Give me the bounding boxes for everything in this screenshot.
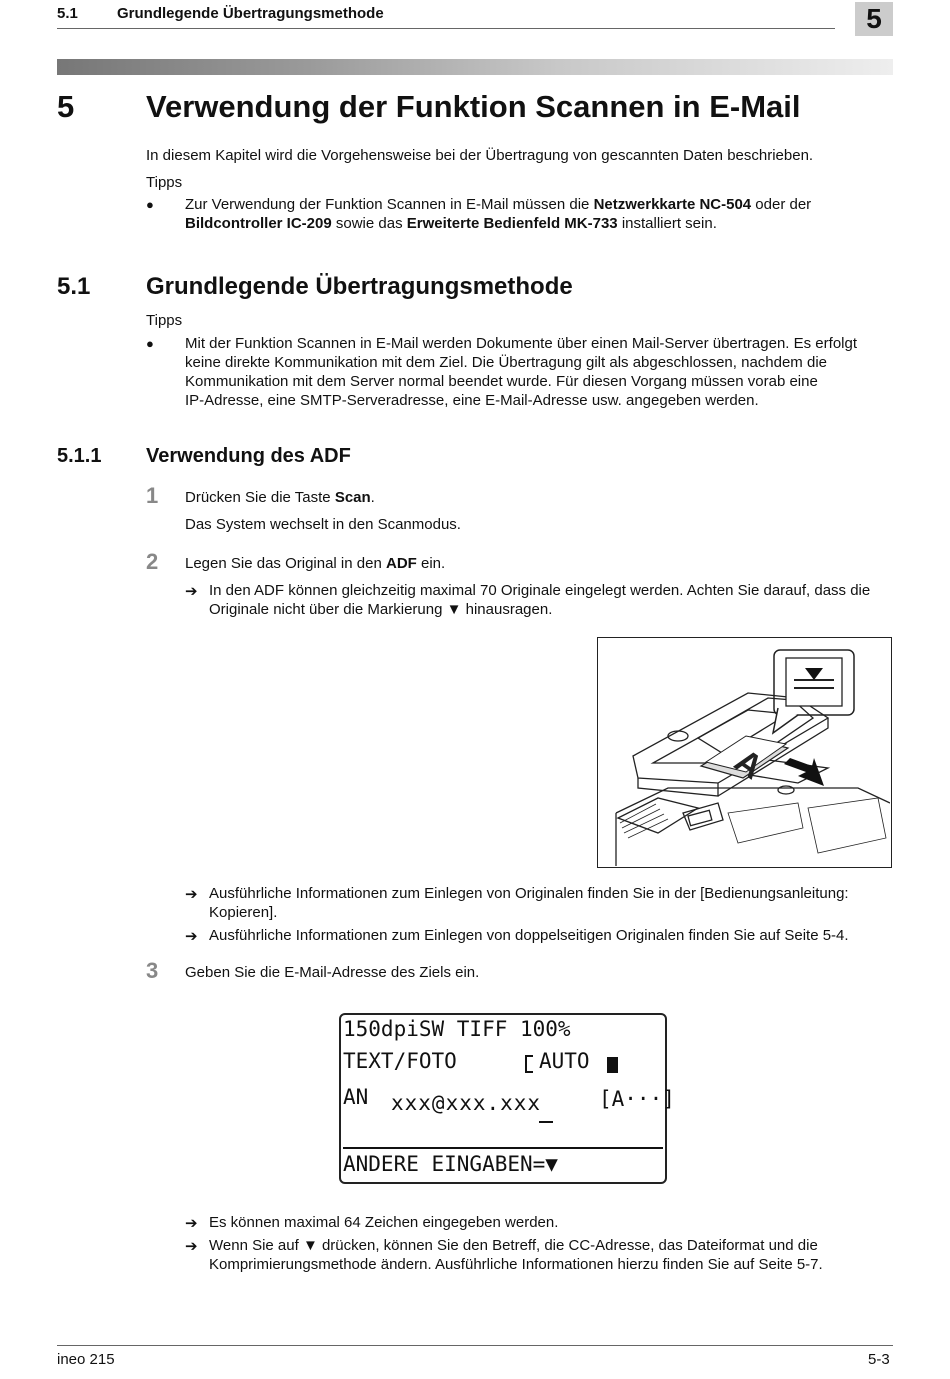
document-letter: A [727,741,770,787]
arrow-icon: ➔ [185,583,198,600]
note-line: Komprimierungsmethode ändern. Ausführliche Informationen hierzu finden Sie auf Seite 5-7. [209,1256,823,1273]
tip-line: Bildcontroller IC-209 sowie das Erweiterte Bedienfeld MK-733 installiert sein. [185,215,717,232]
lcd-divider [343,1147,663,1149]
scanner-drawing [598,638,890,866]
footer-model: ineo 215 [57,1351,115,1368]
subsection-number: 5.1.1 [57,445,102,467]
tip-line: IP-Adresse, eine SMTP-Serveradresse, eine E-Mail-Adresse usw. angegeben werden. [185,392,759,409]
block-cursor-icon [607,1057,618,1073]
bullet-icon: ● [146,197,154,212]
lcd-line-density: AUTO [539,1049,590,1073]
chapter-band [57,59,893,75]
tip-line: keine direkte Kommunikation mit dem Ziel. Die Übertragung gilt als abgeschlossen, nachdem die [185,354,827,371]
note-line: Originale nicht über die Markierung ▼ hinausragen. [209,601,553,618]
note-line: Ausführliche Informationen zum Einlegen von Originalen finden Sie in der [Bedienungsanleitung: [209,885,849,902]
arrow-icon: ➔ [185,1238,198,1255]
header-rule [57,28,835,29]
step-text: Legen Sie das Original in den ADF ein. [185,555,446,572]
step-number: 1 [146,483,159,508]
bracket-left-icon [525,1055,533,1073]
footer-page-number: 5-3 [868,1351,890,1368]
tips-label: Tipps [146,174,183,191]
lcd-dest-label: AN [343,1085,369,1109]
lcd-display [339,1013,675,1184]
tips-label: Tipps [146,312,183,329]
text-cursor [539,1121,553,1123]
chapter-tab-number: 5 [866,3,882,34]
lcd-line-settings: 150dpiSW TIFF 100% [343,1017,571,1041]
chapter-number: 5 [57,89,75,124]
lcd-email-address: xxx@xxx.xxx [391,1091,542,1115]
lcd-input-mode: [A···] [599,1087,675,1111]
subsection-title: Verwendung des ADF [146,445,351,467]
arrow-icon: ➔ [185,886,198,903]
lcd-line-more: ANDERE EINGABEN=▼ [343,1152,558,1176]
running-header-title: Grundlegende Übertragungsmethode [117,5,384,22]
step-result: Das System wechselt in den Scanmodus. [185,516,461,533]
footer-rule [57,1345,893,1346]
tip-line: Kommunikation mit dem Server normal beendet wurde. Für diesen Vorgang müssen vorab eine [185,373,818,390]
section-number: 5.1 [57,273,91,300]
chapter-title: Verwendung der Funktion Scannen in E-Mail [146,89,801,124]
bullet-icon: ● [146,336,154,351]
step-number: 2 [146,549,159,574]
tip-line: Mit der Funktion Scannen in E-Mail werden Dokumente über einen Mail-Server übertragen. Es erfolgt [185,335,857,352]
note-line: Es können maximal 64 Zeichen eingegeben werden. [209,1214,559,1231]
arrow-icon: ➔ [185,928,198,945]
note-line: Wenn Sie auf ▼ drücken, können Sie den Betreff, die CC-Adresse, das Dateiformat und die [209,1237,818,1254]
step-number: 3 [146,958,159,983]
lcd-line-mode: TEXT/FOTO [343,1049,457,1073]
note-line: In den ADF können gleichzeitig maximal 70 Originale eingelegt werden. Achten Sie darauf, dass die [209,582,871,599]
adf-illustration [597,637,892,868]
note-line: Ausführliche Informationen zum Einlegen von doppelseitigen Originalen finden Sie auf Seite 5-4. [209,927,849,944]
chapter-intro: In diesem Kapitel wird die Vorgehensweise bei der Übertragung von gescannten Daten beschrieben. [146,147,814,164]
arrow-icon: ➔ [185,1215,198,1232]
running-header-number: 5.1 [57,5,78,22]
tip-line: Zur Verwendung der Funktion Scannen in E-Mail müssen die Netzwerkkarte NC-504 oder der [185,196,812,213]
section-title: Grundlegende Übertragungsmethode [146,273,573,300]
step-text: Drücken Sie die Taste Scan. [185,489,375,506]
step-text: Geben Sie die E-Mail-Adresse des Ziels ein. [185,964,480,981]
note-line: Kopieren]. [209,904,278,921]
